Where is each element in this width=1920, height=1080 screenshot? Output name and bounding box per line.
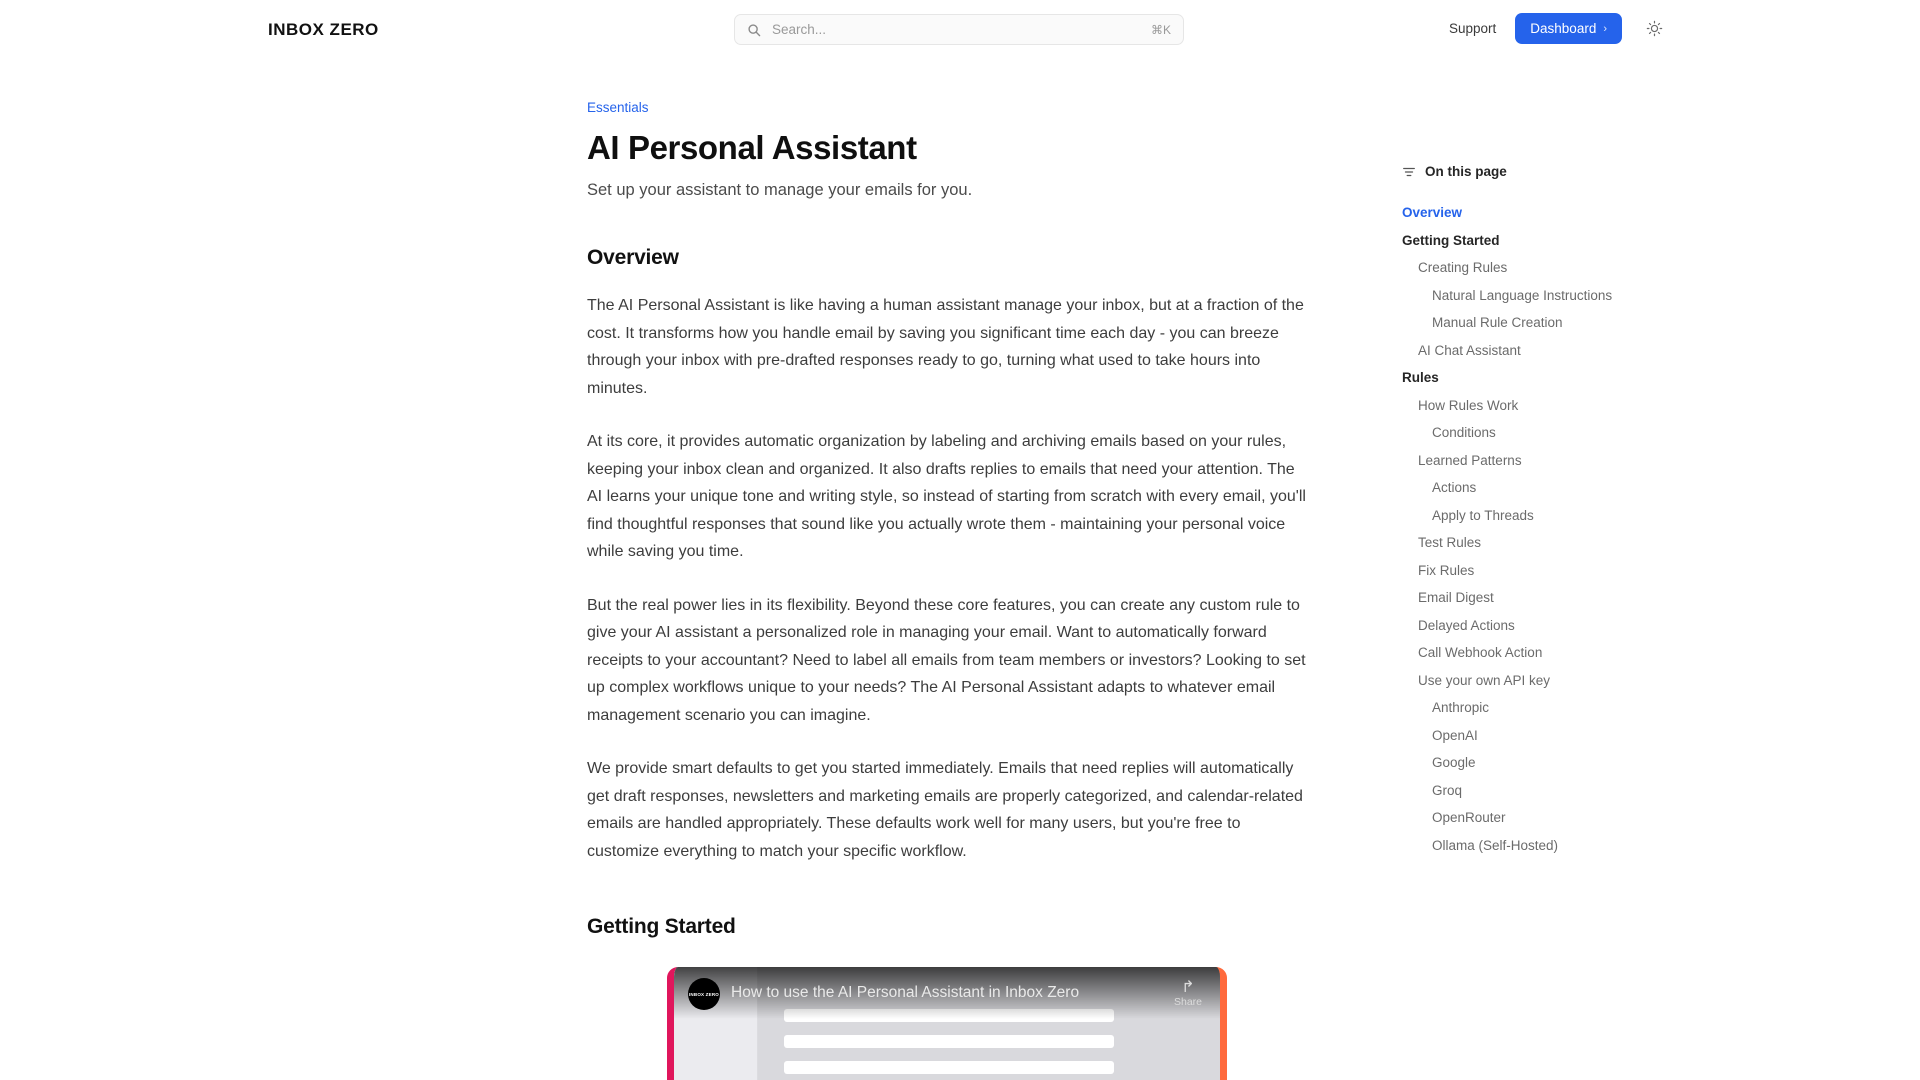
section-heading-getting-started: Getting Started bbox=[587, 915, 736, 939]
toc-item-how-rules-work[interactable]: How Rules Work bbox=[1418, 397, 1519, 413]
toc-item-ai-chat-assistant[interactable]: AI Chat Assistant bbox=[1418, 342, 1521, 358]
doc-content bbox=[587, 100, 1307, 1080]
toc-item-openai[interactable]: OpenAI bbox=[1432, 727, 1478, 743]
toc-item-manual-rule-creation[interactable]: Manual Rule Creation bbox=[1432, 315, 1563, 330]
toc-item-groq[interactable]: Groq bbox=[1432, 782, 1463, 798]
search-shortcut-hint: ⌘K bbox=[1150, 22, 1171, 37]
header-actions bbox=[1449, 13, 1664, 44]
paragraph: The AI Personal Assistant is like having a human assistant manage your inbox, but at a fraction of the cost. It transforms how you handle email by saving you significant time each day - you can breeze through your inbox with pre-drafted responses ready to go, turning what used to take hours into minutes. bbox=[587, 297, 1304, 397]
search-box[interactable] bbox=[734, 14, 1184, 45]
video-player[interactable] bbox=[667, 967, 1227, 1080]
table-of-contents bbox=[1402, 164, 1732, 859]
toc-item-call-webhook-action[interactable]: Call Webhook Action bbox=[1418, 645, 1543, 660]
site-header bbox=[0, 0, 1920, 64]
toc-item-learned-patterns[interactable]: Learned Patterns bbox=[1418, 452, 1522, 468]
toc-item-use-your-own-api-key[interactable]: Use your own API key bbox=[1418, 672, 1551, 688]
toc-item-conditions[interactable]: Conditions bbox=[1432, 425, 1496, 440]
paragraph: At its core, it provides automatic organization by labeling and archiving emails based on your rules, keeping your inbox clean and organized. It also drafts replies to emails that need your attention. The AI learns your unique tone and writing style, so instead of starting from scratch with every email, you'll find thoughtful responses that sound like you actually wrote them - maintaining your personal voice while saving you time. bbox=[587, 433, 1306, 561]
paragraph: But the real power lies in its flexibility. Beyond these core features, you can create any custom rule to give your AI assistant a personalized role in managing your email. Want to automatically forward receipts to your accountant? Need to label all emails from team members or investors? Looking to set up complex workflows unique to your needs? The AI Personal Assistant adapts to whatever email management scenario you can imagine. bbox=[587, 596, 1306, 724]
video-overlay bbox=[674, 967, 1220, 1019]
toc-item-ollama-self-hosted[interactable]: Ollama (Self-Hosted) bbox=[1432, 837, 1559, 853]
breadcrumb[interactable]: Essentials bbox=[587, 100, 649, 115]
section-heading-overview: Overview bbox=[587, 246, 679, 270]
page-title: AI Personal Assistant bbox=[587, 129, 917, 166]
toc-item-natural-language-instructions[interactable]: Natural Language Instructions bbox=[1432, 287, 1613, 303]
toc-item-google[interactable]: Google bbox=[1432, 755, 1476, 770]
page-body bbox=[0, 64, 1920, 1080]
sun-icon[interactable] bbox=[1644, 19, 1664, 39]
toc-item-openrouter[interactable]: OpenRouter bbox=[1432, 810, 1506, 825]
dashboard-button-label: Dashboard bbox=[1530, 21, 1597, 36]
toc-heading bbox=[1402, 164, 1732, 179]
search-icon bbox=[747, 23, 761, 37]
toc-item-overview[interactable]: Overview bbox=[1402, 205, 1463, 220]
toc-heading-label: On this page bbox=[1425, 164, 1507, 179]
page-subtitle: Set up your assistant to manage your emails for you. bbox=[587, 180, 973, 199]
toc-item-actions[interactable]: Actions bbox=[1432, 480, 1477, 495]
toc-item-rules[interactable]: Rules bbox=[1402, 370, 1439, 385]
video-share-label: Share bbox=[1173, 996, 1203, 1009]
video-share-button[interactable] bbox=[1170, 978, 1206, 1008]
dashboard-button[interactable] bbox=[1515, 13, 1622, 44]
support-link[interactable]: Support bbox=[1448, 21, 1497, 36]
list-icon bbox=[1402, 165, 1416, 179]
site-logo[interactable]: INBOX ZERO bbox=[268, 20, 379, 39]
toc-item-email-digest[interactable]: Email Digest bbox=[1418, 590, 1494, 605]
chevron-right-icon: › bbox=[1603, 22, 1607, 35]
search-input[interactable] bbox=[770, 21, 1143, 38]
toc-item-apply-to-threads[interactable]: Apply to Threads bbox=[1432, 507, 1534, 523]
video-channel-avatar: INBOX ZERO bbox=[688, 978, 720, 1010]
toc-item-delayed-actions[interactable]: Delayed Actions bbox=[1418, 617, 1515, 633]
toc-item-getting-started[interactable]: Getting Started bbox=[1402, 232, 1500, 248]
toc-item-anthropic[interactable]: Anthropic bbox=[1432, 700, 1490, 715]
video-title: How to use the AI Personal Assistant in Inbox Zero bbox=[731, 984, 1080, 1002]
paragraph: We provide smart defaults to get you started immediately. Emails that need replies will automatically get draft responses, newsletters and marketing emails are properly categorized, and calendar-related emails are handled appropriately. These defaults work well for many users, but you're free to customize everything to match your specific workflow. bbox=[587, 760, 1303, 860]
toc-item-fix-rules[interactable]: Fix Rules bbox=[1418, 562, 1475, 578]
toc-item-creating-rules[interactable]: Creating Rules bbox=[1418, 260, 1508, 275]
toc-item-test-rules[interactable]: Test Rules bbox=[1418, 535, 1482, 550]
share-icon: ↱ bbox=[1181, 979, 1195, 997]
